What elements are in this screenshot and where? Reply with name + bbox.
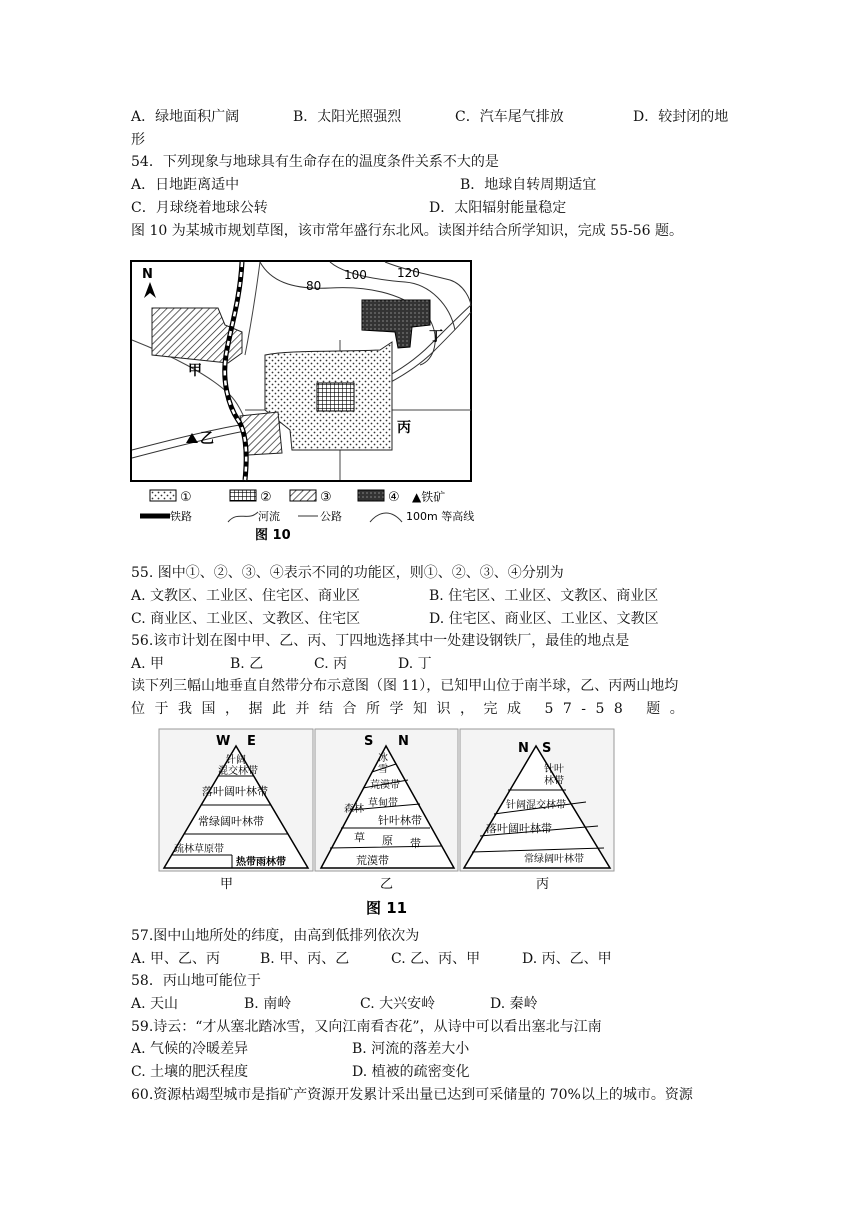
jia-label: 甲 xyxy=(220,877,234,892)
yi-belt-1: 冰 xyxy=(378,753,388,764)
legend-2: ② xyxy=(260,490,272,505)
bing-belt-4: 落叶阔叶林带 xyxy=(486,822,552,835)
bing-dir-n: N xyxy=(518,741,529,756)
fig10-caption: 图 10 xyxy=(255,528,291,543)
fig10-intro: 图 10 为某城市规划草图，该市常年盛行东北风。读图并结合所学知识，完成 55-56 题。 xyxy=(131,223,683,239)
yi-belt-4: 森林 xyxy=(344,804,364,815)
q57-option-a: A. 甲、乙、丙 xyxy=(131,951,221,967)
yi-belt-2: 雪 xyxy=(378,764,388,775)
q54-stem: 54．下列现象与地球具有生命存在的温度条件关系不大的是 xyxy=(131,154,499,170)
yi-dir-n: N xyxy=(398,734,409,749)
contour-120: 120 xyxy=(397,266,420,280)
yi-belt-3: 荒漠带 xyxy=(370,780,400,791)
q56-option-a: A. 甲 xyxy=(131,656,165,672)
q53-option-a: A．绿地面积广阔 xyxy=(131,109,240,125)
yi-label: 乙 xyxy=(380,877,394,892)
yi-dir-s: S xyxy=(364,734,374,749)
fig11-caption: 图 11 xyxy=(366,899,408,917)
q59-stem: 59.诗云：“才从塞北踏冰雪，又向江南看杏花”，从诗中可以看出塞北与江南 xyxy=(131,1019,602,1035)
q59-option-b: B. 河流的落差大小 xyxy=(352,1041,470,1057)
bing-belt-2: 林带 xyxy=(544,776,564,787)
bing-belt-3: 针阔混交林带 xyxy=(506,800,566,811)
contour-100: 100 xyxy=(344,268,367,282)
mountain-zones-figure xyxy=(158,728,616,920)
yi-belt-10: 荒漠带 xyxy=(356,854,389,867)
q58-option-b: B. 南岭 xyxy=(244,996,292,1012)
legend-river: 河流 xyxy=(258,510,280,523)
yi-belt-6: 针叶林带 xyxy=(378,814,422,827)
q57-option-b: B. 甲、丙、乙 xyxy=(260,951,350,967)
jia-belt-6: 热带雨林带 xyxy=(236,857,286,868)
q59-option-a: A. 气候的冷暖差异 xyxy=(131,1041,249,1057)
jia-belt-1: 针阔 xyxy=(226,755,246,766)
bing-belt-5: 常绿阔叶林带 xyxy=(524,854,584,865)
q56-option-c: C. 丙 xyxy=(314,656,348,672)
q57-option-d: D. 丙、乙、甲 xyxy=(522,951,612,967)
q58-option-c: C. 大兴安岭 xyxy=(360,996,436,1012)
q58-option-a: A. 天山 xyxy=(131,996,179,1012)
q54-option-b: B．地球自转周期适宜 xyxy=(460,177,597,193)
yi-belt-9: 带 xyxy=(410,837,421,850)
place-yi: 乙 xyxy=(200,431,214,447)
q55-stem: 55. 图中①、②、③、④表示不同的功能区，则①、②、③、④分别为 xyxy=(131,565,564,581)
place-bing: 丙 xyxy=(397,420,411,436)
q55-option-c: C. 商业区、工业区、文教区、住宅区 xyxy=(131,611,361,627)
q56-option-b: B. 乙 xyxy=(230,656,264,672)
jia-dir-w: W xyxy=(216,734,231,749)
q53-option-b: B．太阳光照强烈 xyxy=(293,109,402,125)
q54-option-c: C．月球绕着地球公转 xyxy=(131,200,268,216)
q59-option-c: C. 土壤的肥沃程度 xyxy=(131,1064,249,1080)
legend-railway: 铁路 xyxy=(170,510,192,523)
q60-stem: 60.资源枯竭型城市是指矿产资源开发累计采出量已达到可采储量的 70%以上的城市。资源 xyxy=(131,1087,693,1103)
q56-option-d: D. 丁 xyxy=(398,656,432,672)
north-label: N xyxy=(142,267,153,282)
map-legend xyxy=(140,489,474,543)
q56-stem: 56.该市计划在图中甲、乙、丙、丁四地选择其中一处建设钢铁厂，最佳的地点是 xyxy=(131,633,630,649)
q58-stem: 58．丙山地可能位于 xyxy=(131,973,261,989)
fig11-intro-2: 位于我国，据此并结合所学知识，完成 57-58 题。 xyxy=(131,701,694,717)
q58-option-d: D. 秦岭 xyxy=(490,996,538,1012)
yi-belt-8: 原 xyxy=(382,834,393,847)
fig11-intro-1: 读下列三幅山地垂直自然带分布示意图（图 11），已知甲山位于南半球，乙、丙两山地均 xyxy=(131,678,679,694)
legend-1: ① xyxy=(180,490,192,505)
contour-80: 80 xyxy=(306,279,322,293)
jia-belt-5: 疏林草原带 xyxy=(174,844,224,855)
city-planning-map xyxy=(130,260,475,545)
yi-belt-5: 草甸带 xyxy=(368,798,398,809)
legend-3: ③ xyxy=(320,490,332,505)
q54-option-a: A．日地距离适中 xyxy=(131,177,240,193)
bing-dir-s: S xyxy=(542,741,552,756)
jia-dir-e: E xyxy=(247,734,256,749)
q53-option-c: C．汽车尾气排放 xyxy=(455,109,564,125)
place-jia: 甲 xyxy=(188,363,202,379)
q53-option-d: D．较封闭的地 xyxy=(633,109,729,125)
q55-option-b: B. 住宅区、工业区、文教区、商业区 xyxy=(429,588,659,604)
legend-contour: 100m 等高线 xyxy=(406,510,475,523)
jia-belt-3: 落叶阔叶林带 xyxy=(202,785,268,798)
jia-belt-2: 混交林带 xyxy=(218,766,258,777)
q53-option-d-cont: 形 xyxy=(131,132,145,148)
q54-option-d: D．太阳辐射能量稳定 xyxy=(429,200,567,216)
q55-option-a: A. 文教区、工业区、住宅区、商业区 xyxy=(131,588,361,604)
bing-label: 丙 xyxy=(536,877,550,892)
yi-belt-7: 草 xyxy=(354,831,365,844)
legend-road: 公路 xyxy=(320,510,342,523)
q57-option-c: C. 乙、丙、甲 xyxy=(391,951,481,967)
q55-option-d: D. 住宅区、商业区、工业区、文教区 xyxy=(429,611,659,627)
q59-option-d: D. 植被的疏密变化 xyxy=(352,1064,470,1080)
q57-stem: 57.图中山地所处的纬度，由高到低排列依次为 xyxy=(131,928,420,944)
place-ding: 丁 xyxy=(429,329,443,345)
legend-4: ④ xyxy=(388,490,400,505)
bing-belt-1: 针叶 xyxy=(544,764,564,775)
legend-iron-ore: ▲铁矿 xyxy=(412,490,446,504)
jia-belt-4: 常绿阔叶林带 xyxy=(198,815,264,828)
